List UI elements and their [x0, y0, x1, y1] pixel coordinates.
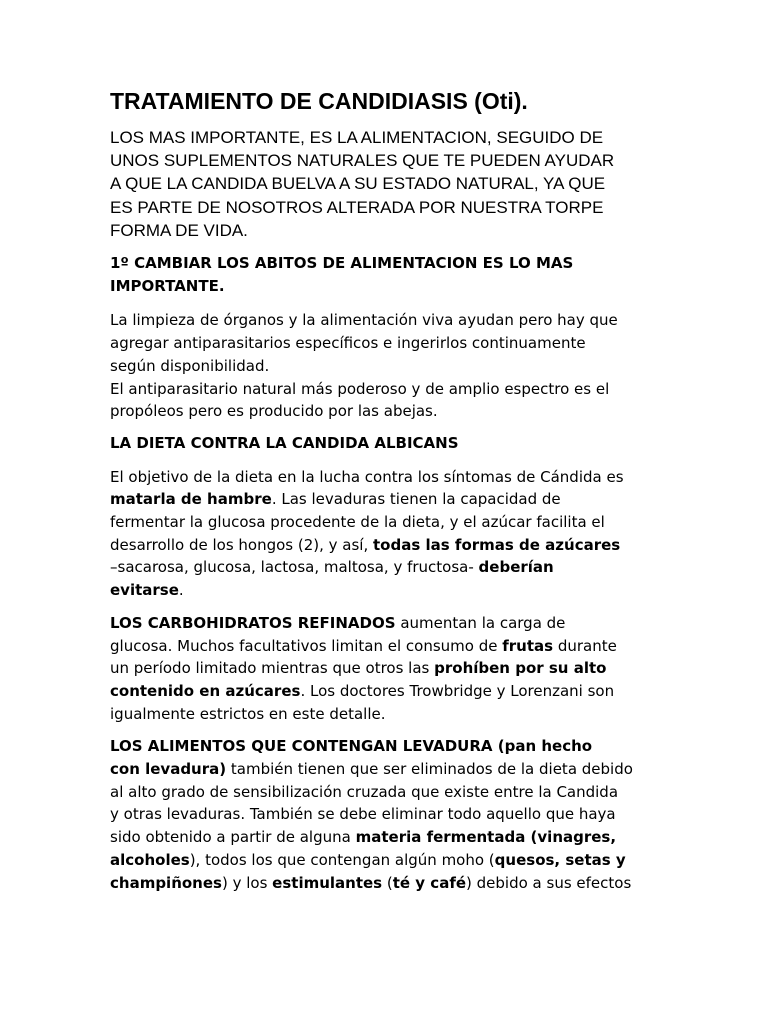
- paragraph-line: LOS CARBOHIDRATOS REFINADOS aumentan la carga de: [110, 613, 566, 632]
- emphasis: champiñones: [110, 873, 222, 892]
- paragraph-line: agregar antiparasitarios específicos e ingerirlos continuamente: [110, 334, 586, 353]
- emphasis: LOS CARBOHIDRATOS REFINADOS: [110, 613, 396, 632]
- paragraph-line: según disponibilidad.: [110, 356, 270, 375]
- emphasis: prohíben por su alto: [434, 659, 607, 678]
- section-heading-diet: [110, 432, 670, 455]
- emphasis: quesos, setas y: [494, 850, 626, 869]
- intro-line: FORMA DE VIDA.: [110, 220, 248, 240]
- emphasis: materia fermentada (vinagres,: [355, 828, 617, 847]
- intro-line: LOS MAS IMPORTANTE, ES LA ALIMENTACION, SEGUIDO DE: [110, 128, 604, 147]
- emphasis: contenido en azúcares: [110, 681, 301, 700]
- document-page: [110, 84, 670, 904]
- paragraph-yeast-foods: [110, 735, 670, 894]
- document-title: TRATAMIENTO DE CANDIDIASIS (Oti).: [110, 88, 528, 114]
- paragraph-line: al alto grado de sensibilización cruzada que existe entre la Candida: [110, 782, 619, 801]
- section-heading-habits: [110, 252, 670, 297]
- emphasis: frutas: [502, 636, 554, 655]
- intro-line: ES PARTE DE NOSOTROS ALTERADA POR NUESTRA TORPE: [110, 197, 604, 217]
- paragraph-line: alcoholes), todos los que contengan algún moho (quesos, setas y: [110, 850, 626, 869]
- paragraph-line: [110, 735, 670, 758]
- emphasis: todas las formas de azúcares: [373, 535, 621, 554]
- paragraph-line: un período limitado mientras que otros las prohíben por su alto: [110, 659, 607, 678]
- paragraph-line: glucosa. Muchos facultativos limitan el consumo de frutas durante: [110, 636, 617, 655]
- paragraph-cleansing: [110, 309, 670, 423]
- emphasis: té y café: [392, 873, 467, 892]
- emphasis: estimulantes: [272, 873, 383, 892]
- paragraph-line: El objetivo de la dieta en la lucha contra los síntomas de Cándida es: [110, 467, 624, 486]
- paragraph-line: propóleos pero es producido por las abejas.: [110, 402, 438, 421]
- emphasis: alcoholes: [110, 850, 190, 869]
- paragraph-carbohydrates: [110, 612, 670, 726]
- paragraph-line: fermentar la glucosa procedente de la dieta, y el azúcar facilita el: [110, 513, 605, 532]
- emphasis: con levadura): [110, 760, 227, 779]
- paragraph-line: evitarse.: [110, 581, 184, 600]
- intro-line: UNOS SUPLEMENTOS NATURALES QUE TE PUEDEN AYUDAR: [110, 151, 615, 171]
- paragraph-line: champiñones) y los estimulantes (té y café) debido a sus efectos: [110, 873, 632, 892]
- heading-line: 1º CAMBIAR LOS ABITOS DE ALIMENTACION ES LO MAS: [110, 254, 574, 273]
- emphasis: LOS ALIMENTOS QUE CONTENGAN LEVADURA (pan hecho: [110, 737, 593, 756]
- paragraph-line: sido obtenido a partir de alguna materia fermentada (vinagres,: [110, 828, 617, 847]
- paragraph-diet-objective: [110, 466, 670, 602]
- intro-paragraph: [110, 126, 670, 242]
- heading-line: LA DIETA CONTRA LA CANDIDA ALBICANS: [110, 433, 459, 452]
- paragraph-line: con levadura) también tienen que ser eliminados de la dieta debido: [110, 760, 633, 779]
- paragraph-line: y otras levaduras. También se debe eliminar todo aquello que haya: [110, 805, 616, 824]
- emphasis: matarla de hambre: [110, 490, 272, 509]
- emphasis: evitarse: [110, 581, 179, 600]
- paragraph-line: matarla de hambre. Las levaduras tienen la capacidad de: [110, 490, 561, 509]
- paragraph-line: contenido en azúcares. Los doctores Trowbridge y Lorenzani son: [110, 681, 615, 700]
- heading-line: IMPORTANTE.: [110, 276, 225, 295]
- paragraph-line: desarrollo de los hongos (2), y así, todas las formas de azúcares: [110, 535, 621, 554]
- emphasis: deberían: [478, 558, 554, 577]
- paragraph-line: La limpieza de órganos y la alimentación viva ayudan pero hay que: [110, 311, 618, 330]
- paragraph-line: igualmente estrictos en este detalle.: [110, 704, 386, 723]
- intro-line: A QUE LA CANDIDA BUELVA A SU ESTADO NATURAL, YA QUE: [110, 174, 606, 194]
- paragraph-line: El antiparasitario natural más poderoso y de amplio espectro es el: [110, 379, 610, 398]
- paragraph-line: –sacarosa, glucosa, lactosa, maltosa, y fructosa- deberían: [110, 558, 554, 577]
